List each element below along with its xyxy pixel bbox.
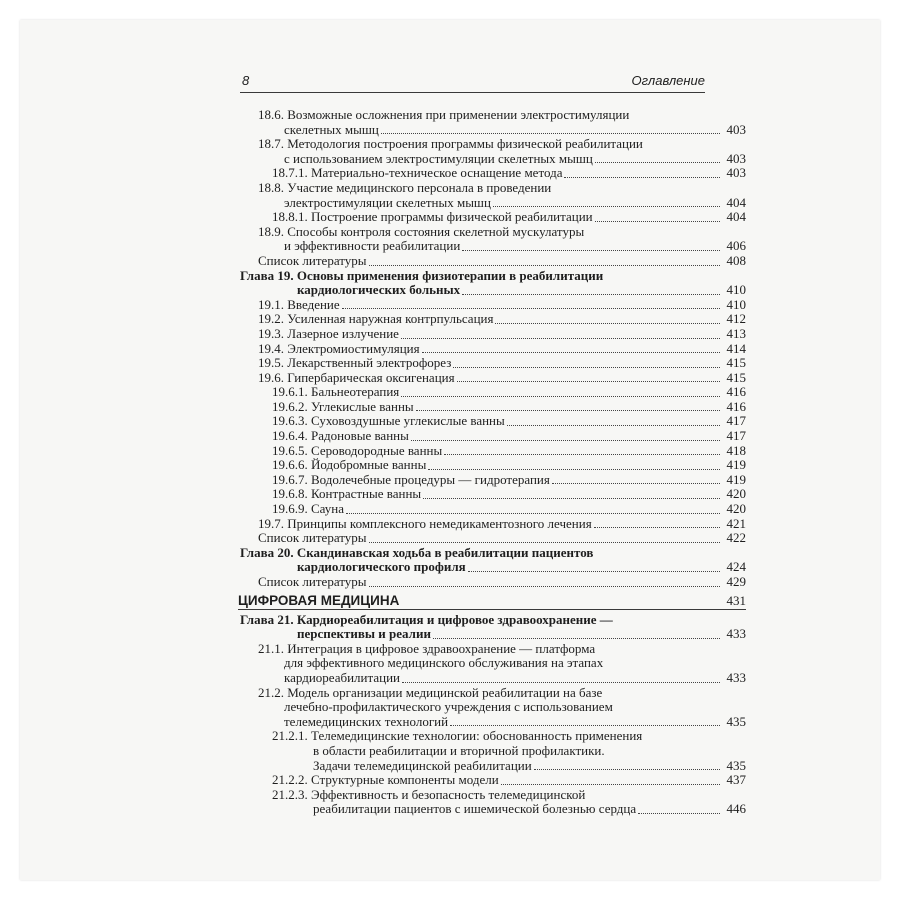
toc-leader xyxy=(468,570,720,572)
toc-entry-text: лечебно-профилактического учреждения с использованием xyxy=(284,699,613,715)
toc-entry-line xyxy=(272,729,746,744)
toc-leader xyxy=(369,541,721,543)
toc-entry-line xyxy=(258,517,746,532)
toc-entry-text: кардиологического профиля xyxy=(297,559,466,575)
toc-entry-line xyxy=(258,715,746,730)
toc-leader xyxy=(457,380,720,382)
toc-entry-line xyxy=(240,269,746,284)
toc-entry-text: 19.6.7. Водолечебные процедуры — гидротерапия xyxy=(272,471,550,487)
toc-leader xyxy=(595,220,720,222)
toc-entry-text: 18.8.1. Построение программы физической реабилитации xyxy=(272,209,593,225)
toc-entry-line xyxy=(258,342,746,357)
toc-page-number: 404 xyxy=(726,209,746,225)
toc-leader xyxy=(381,132,720,134)
toc-entry xyxy=(238,414,746,429)
toc-entry xyxy=(238,137,746,166)
toc-entry xyxy=(238,371,746,386)
toc-entry-line xyxy=(272,788,746,803)
toc-page-number: 431 xyxy=(726,592,746,608)
toc-entry xyxy=(238,517,746,532)
toc-entry-line xyxy=(272,166,746,181)
toc-leader xyxy=(552,482,720,484)
toc-entry-text: 19.4. Электромиостимуляция xyxy=(258,340,420,356)
toc-entry-text: 19.6.1. Бальнеотерапия xyxy=(272,384,400,400)
toc-entry xyxy=(238,642,746,686)
toc-entry xyxy=(238,531,746,546)
toc-entry-text: в области реабилитации и вторичной профилактики. xyxy=(313,742,605,758)
toc-entry xyxy=(238,254,746,269)
toc-entry-line xyxy=(258,642,746,657)
toc-page-number: 410 xyxy=(726,282,746,298)
toc-entry xyxy=(238,429,746,444)
toc-entry-text: перспективы и реалии xyxy=(297,626,431,642)
toc-entry-line xyxy=(258,312,746,327)
toc-entry-line xyxy=(258,196,746,211)
toc-entry xyxy=(238,729,746,773)
toc-entry-text: 21.2.3. Эффективность и безопасность телемедицинской xyxy=(272,786,586,802)
toc-entry-line xyxy=(258,152,746,167)
toc-entry-line xyxy=(258,327,746,342)
toc-entry-text: 21.2.2. Структурные компоненты модели xyxy=(272,772,499,788)
toc-entry-text: реабилитации пациентов с ишемической болезнью сердца xyxy=(313,801,637,817)
toc-page-number: 435 xyxy=(726,713,746,729)
toc-leader xyxy=(401,395,720,397)
toc-entry-line xyxy=(272,444,746,459)
toc-entry-line xyxy=(272,414,746,429)
toc-entry-text: 19.7. Принципы комплексного немедикаментозного лечения xyxy=(258,515,592,531)
toc-leader xyxy=(444,453,720,455)
toc-leader xyxy=(401,337,720,339)
toc-entry-text: электростимуляции скелетных мышц xyxy=(284,194,491,210)
toc-leader xyxy=(342,307,720,309)
toc-leader xyxy=(423,497,720,499)
page-number: 8 xyxy=(242,73,250,88)
toc-page-number: 446 xyxy=(726,801,746,817)
toc-entry-text: Список литературы xyxy=(258,574,367,589)
toc-entry xyxy=(238,327,746,342)
toc-entry-line xyxy=(258,254,746,269)
toc-leader xyxy=(462,293,720,295)
toc-leader xyxy=(402,681,720,683)
toc-entry-text: 19.6.3. Суховоздушные углекислые ванны xyxy=(272,413,505,429)
toc-entry-text: Глава 19. Основы применения физиотерапии в реабилитации xyxy=(240,267,604,283)
toc-entry-line xyxy=(258,700,746,715)
toc-entry-line xyxy=(258,356,746,371)
toc-entry-text: 21.2. Модель организации медицинской реабилитации на базе xyxy=(258,684,603,700)
toc-entry-text: телемедицинских технологий xyxy=(284,713,449,729)
toc-entry xyxy=(238,298,746,313)
toc-leader xyxy=(416,409,720,411)
toc-entry xyxy=(238,108,746,137)
toc-page-number: 410 xyxy=(726,296,746,312)
running-title: Оглавление xyxy=(631,73,705,88)
toc-entry xyxy=(238,686,746,730)
toc-entry-line xyxy=(240,546,746,561)
toc-page-number: 433 xyxy=(726,669,746,685)
toc-page-number: 413 xyxy=(726,325,746,341)
toc-entry-line xyxy=(272,458,746,473)
toc-entry-text: 19.6.2. Углекислые ванны xyxy=(272,398,414,414)
toc-leader xyxy=(501,783,720,785)
toc-entry-line xyxy=(258,531,746,546)
toc-entry-text: и эффективности реабилитации xyxy=(284,238,461,254)
toc-entry-line xyxy=(258,181,746,196)
toc-entry xyxy=(238,575,746,590)
toc-leader xyxy=(369,585,721,587)
toc-entry xyxy=(238,166,746,181)
toc-page-number: 418 xyxy=(726,442,746,458)
toc-entry xyxy=(238,356,746,371)
toc-entry-text: 18.7.1. Материально-техническое оснащение метода xyxy=(272,165,563,181)
toc-page-number: 414 xyxy=(726,340,746,356)
toc-entry-text: 21.2.1. Телемедицинские технологии: обоснованность применения xyxy=(272,728,643,744)
toc-entry-line xyxy=(272,487,746,502)
toc-entry-text: для эффективного медицинского обслуживания на этапах xyxy=(284,655,604,671)
toc-page-number: 415 xyxy=(726,355,746,371)
toc-leader xyxy=(638,812,720,814)
toc-entry-line xyxy=(272,502,746,517)
toc-page-number: 419 xyxy=(726,471,746,487)
toc-entry-line xyxy=(258,686,746,701)
toc-entry-line xyxy=(258,298,746,313)
toc-entry-line xyxy=(272,400,746,415)
toc-chapter-entry xyxy=(238,269,746,298)
toc-entry-text: 19.6.6. Йодобромные ванны xyxy=(272,457,427,473)
toc-page-number: 437 xyxy=(726,772,746,788)
toc-entry-text: 19.2. Усиленная наружная контрпульсация xyxy=(258,311,494,327)
toc-entry-text: 19.5. Лекарственный электрофорез xyxy=(258,355,452,371)
toc-entry-line xyxy=(240,283,746,298)
toc-entry xyxy=(238,788,746,817)
toc-entry xyxy=(238,773,746,788)
toc-leader xyxy=(493,205,720,207)
toc-entry xyxy=(238,342,746,357)
running-header xyxy=(240,70,705,93)
table-of-contents xyxy=(238,108,746,817)
toc-page-number: 416 xyxy=(726,384,746,400)
toc-entry-line xyxy=(258,671,746,686)
book-page xyxy=(20,20,880,880)
toc-leader xyxy=(595,161,720,163)
toc-entry-text: 19.3. Лазерное излучение xyxy=(258,325,399,341)
toc-entry xyxy=(238,181,746,210)
toc-entry-line xyxy=(258,656,746,671)
toc-page-number: 421 xyxy=(726,515,746,531)
toc-page-number: 403 xyxy=(726,150,746,166)
toc-entry-text: 19.6.9. Сауна xyxy=(272,501,345,517)
toc-entry-text: 19.6.8. Контрастные ванны xyxy=(272,486,422,502)
toc-entry xyxy=(238,473,746,488)
toc-entry xyxy=(238,225,746,254)
toc-leader xyxy=(346,512,720,514)
toc-leader xyxy=(369,264,721,266)
toc-entry-line xyxy=(240,613,746,628)
toc-entry-line xyxy=(240,560,746,575)
toc-entry-line xyxy=(258,225,746,240)
toc-entry-line xyxy=(272,773,746,788)
toc-entry-line xyxy=(258,239,746,254)
toc-page-number: 420 xyxy=(726,501,746,517)
toc-leader xyxy=(450,724,720,726)
toc-section-heading xyxy=(238,593,746,610)
toc-leader xyxy=(507,424,720,426)
toc-page-number: 403 xyxy=(726,121,746,137)
toc-entry-line xyxy=(272,429,746,444)
toc-entry-line xyxy=(240,627,746,642)
toc-entry-line xyxy=(272,744,746,759)
toc-page-number: 419 xyxy=(726,457,746,473)
toc-entry xyxy=(238,502,746,517)
toc-entry-line xyxy=(258,108,746,123)
toc-leader xyxy=(433,637,720,639)
toc-entry-text: 18.6. Возможные осложнения при применении электростимуляции xyxy=(258,107,630,122)
toc-entry-text: 19.1. Введение xyxy=(258,296,340,312)
toc-page-number: 429 xyxy=(726,574,746,589)
toc-entry-text: 21.1. Интеграция в цифровое здравоохранение — платформа xyxy=(258,640,596,656)
toc-entry-text: Список литературы xyxy=(258,252,367,268)
toc-leader xyxy=(453,366,720,368)
toc-entry-text: кардиологических больных xyxy=(297,282,461,298)
toc-entry xyxy=(238,385,746,400)
toc-leader xyxy=(462,249,720,251)
toc-leader xyxy=(411,439,720,441)
toc-leader xyxy=(594,526,720,528)
toc-entry-text: 19.6. Гипербарическая оксигенация xyxy=(258,369,455,385)
toc-page-number: 403 xyxy=(726,165,746,181)
toc-leader xyxy=(428,468,720,470)
toc-entry-line xyxy=(272,385,746,400)
toc-entry-text: Задачи телемедицинской реабилитации xyxy=(313,757,532,773)
toc-entry xyxy=(238,458,746,473)
toc-entry-text: 18.9. Способы контроля состояния скелетной мускулатуры xyxy=(258,223,585,239)
toc-entry-text: Глава 21. Кардиореабилитация и цифровое здравоохранение — xyxy=(240,611,613,627)
toc-entry xyxy=(238,312,746,327)
toc-entry-text: 19.6.4. Радоновые ванны xyxy=(272,428,409,444)
toc-entry-line xyxy=(258,137,746,152)
toc-entry-line xyxy=(272,802,746,817)
toc-entry-line xyxy=(272,210,746,225)
toc-entry-text: 19.6.5. Сероводородные ванны xyxy=(272,442,443,458)
toc-page-number: 404 xyxy=(726,194,746,210)
toc-entry-line xyxy=(258,371,746,386)
toc-entry-text: кардиореабилитации xyxy=(284,669,400,685)
toc-entry-text: Глава 20. Скандинавская ходьба в реабилитации пациентов xyxy=(240,544,594,560)
toc-entry xyxy=(238,487,746,502)
toc-leader xyxy=(422,351,720,353)
toc-page-number: 416 xyxy=(726,398,746,414)
toc-page-number: 422 xyxy=(726,530,746,546)
toc-entry-text: скелетных мышц xyxy=(284,121,379,137)
toc-entry-line xyxy=(258,575,746,590)
toc-entry-line xyxy=(272,473,746,488)
toc-entry-text: с использованием электростимуляции скелетных мышц xyxy=(284,150,593,166)
toc-entry-text: 18.8. Участие медицинского персонала в проведении xyxy=(258,179,552,195)
toc-page-number: 435 xyxy=(726,757,746,773)
toc-chapter-entry xyxy=(238,546,746,575)
toc-page-number: 406 xyxy=(726,238,746,254)
toc-leader xyxy=(534,768,720,770)
toc-leader xyxy=(495,322,720,324)
toc-entry-line xyxy=(258,123,746,138)
toc-entry-text: Список литературы xyxy=(258,530,367,546)
toc-page-number: 420 xyxy=(726,486,746,502)
toc-entry xyxy=(238,210,746,225)
toc-page-number: 424 xyxy=(726,559,746,575)
toc-entry-text: 18.7. Методология построения программы физической реабилитации xyxy=(258,136,643,152)
toc-entry xyxy=(238,400,746,415)
toc-page-number: 415 xyxy=(726,369,746,385)
toc-page-number: 412 xyxy=(726,311,746,327)
toc-page-number: 417 xyxy=(726,413,746,429)
toc-entry-line xyxy=(272,759,746,774)
toc-chapter-entry xyxy=(238,613,746,642)
toc-page-number: 408 xyxy=(726,252,746,268)
toc-page-number: 417 xyxy=(726,428,746,444)
toc-section-title: ЦИФРОВАЯ МЕДИЦИНА xyxy=(238,592,400,608)
toc-entry xyxy=(238,444,746,459)
toc-leader xyxy=(564,176,720,178)
toc-page-number: 433 xyxy=(726,626,746,642)
